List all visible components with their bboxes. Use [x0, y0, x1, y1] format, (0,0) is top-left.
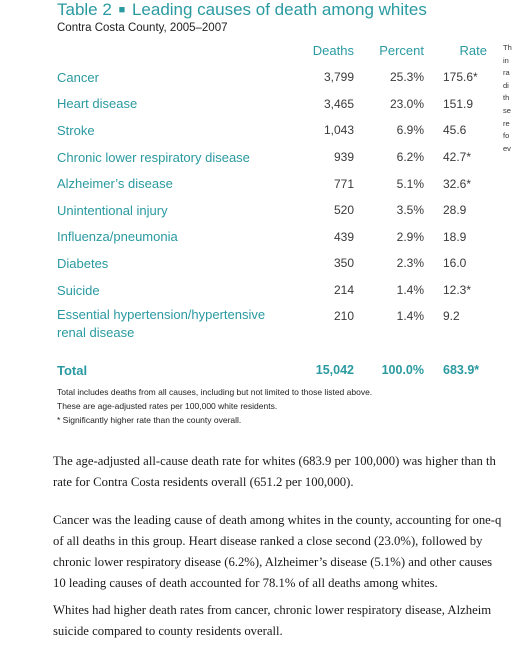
rate-value: 32.6*: [443, 176, 472, 191]
table-header-row: [57, 36, 487, 64]
rate-value: 175.6*: [443, 70, 478, 85]
percent-value: 2.9%: [396, 229, 424, 244]
table-subtitle: Contra Costa County, 2005–2007: [57, 22, 228, 34]
paragraph-line: 10 leading causes of death accounted for 78.1% of all deaths among whites.: [53, 576, 438, 590]
paragraph-line: of all deaths in this group. Heart disease ranked a close second (23.0%), followed by: [53, 534, 483, 548]
percent-value: 5.1%: [396, 176, 424, 191]
header-deaths: Deaths: [312, 42, 354, 58]
cause-name: Heart disease: [57, 96, 138, 112]
table-notes: [57, 385, 372, 427]
percent-value: 6.9%: [396, 123, 424, 138]
deaths-value: 771: [333, 176, 354, 191]
table-number: Table 2: [57, 0, 112, 19]
table-row: [57, 117, 487, 144]
cause-name-line: Essential hypertension/hypertensive: [57, 307, 266, 323]
rate-value: 151.9: [443, 96, 474, 111]
rate-cell: [424, 170, 487, 197]
paragraph-line: rate for Contra Costa residents overall (651.2 per 100,000).: [53, 475, 354, 489]
deaths-value: 520: [333, 203, 354, 218]
cause-name: Alzheimer’s disease: [57, 176, 173, 192]
total-row: [57, 355, 487, 385]
rate-cell: [424, 64, 487, 91]
rate-cell: [424, 91, 487, 118]
deaths-value: 939: [333, 150, 354, 165]
square-bullet-icon: ■: [118, 4, 126, 16]
cause-name: Diabetes: [57, 255, 109, 271]
rate-cell: [424, 250, 487, 277]
percent-value: 2.3%: [396, 256, 424, 271]
total-percent: 100.0%: [381, 363, 424, 378]
paragraph-line: Cancer was the leading cause of death among whites in the county, accounting for one-q: [53, 513, 502, 527]
table-note: Total includes deaths from all causes, including but not limited to those listed above.: [57, 387, 373, 397]
total-rate-cell: [424, 355, 487, 385]
rate-value: 18.9: [443, 229, 467, 244]
percent-value: 1.4%: [396, 283, 424, 298]
side-fragment: se: [503, 105, 511, 115]
side-fragment: fo: [503, 131, 510, 141]
total-deaths: 15,042: [315, 363, 354, 378]
rate-cell: [424, 117, 487, 144]
cause-name: [57, 303, 305, 355]
table-row: [57, 170, 487, 197]
table-row: [57, 224, 487, 251]
side-fragment: ev: [503, 143, 511, 153]
deaths-value: 350: [333, 256, 354, 271]
deaths-value: 1,043: [323, 123, 354, 138]
table-row: [57, 144, 487, 171]
table-row: [57, 64, 487, 91]
paragraph-line: chronic lower respiratory disease (6.2%), Alzheimer’s disease (5.1%) and other causes: [53, 555, 493, 569]
cause-name-line: renal disease: [57, 325, 135, 341]
table-title: [57, 0, 427, 20]
cause-name: Chronic lower respiratory disease: [57, 149, 250, 165]
rate-cell: [424, 303, 487, 355]
deaths-value: 214: [333, 283, 354, 298]
table-row: [57, 197, 487, 224]
paragraph-line: The age-adjusted all-cause death rate for whites (683.9 per 100,000) was higher than th: [53, 454, 496, 468]
rate-value: 16.0: [443, 256, 467, 271]
deaths-value: 210: [333, 309, 354, 324]
percent-value: 23.0%: [389, 96, 424, 111]
total-rate: 683.9*: [443, 363, 480, 378]
table-note: * Significantly higher rate than the county overall.: [57, 415, 242, 425]
rate-value: 42.7*: [443, 150, 472, 165]
table-note: These are age-adjusted rates per 100,000 white residents.: [57, 401, 278, 411]
cause-name: Unintentional injury: [57, 202, 168, 218]
paragraph-line: Whites had higher death rates from cancer, chronic lower respiratory disease, Alzheim: [53, 603, 492, 617]
percent-value: 1.4%: [396, 309, 424, 324]
side-fragment: di: [503, 80, 509, 90]
percent-value: 6.2%: [396, 150, 424, 165]
rate-cell: [424, 144, 487, 171]
rate-value: 12.3*: [443, 283, 472, 298]
side-fragment: Th: [503, 43, 512, 52]
cause-name: Cancer: [57, 69, 99, 85]
side-column-fragments: [503, 42, 512, 155]
deaths-value: 3,465: [323, 96, 354, 111]
paragraph-line: suicide compared to county residents overall.: [53, 624, 283, 638]
table-title-text: Leading causes of death among whites: [131, 0, 427, 19]
table-row: [57, 277, 487, 304]
body-paragraph: [53, 451, 512, 493]
header-cause: [57, 36, 305, 64]
table-row: [57, 91, 487, 118]
percent-value: 25.3%: [389, 70, 424, 85]
rate-value: 28.9: [443, 203, 467, 218]
body-paragraph: [53, 600, 512, 642]
table-row: [57, 303, 487, 355]
rate-value: 45.6: [443, 123, 467, 138]
rate-cell: [424, 197, 487, 224]
cause-name: Suicide: [57, 282, 100, 298]
deaths-value: 439: [333, 229, 354, 244]
cause-name: Stroke: [57, 122, 95, 138]
side-fragment: th: [503, 93, 510, 103]
rate-cell: [424, 277, 487, 304]
table-row: [57, 250, 487, 277]
causes-of-death-table: [57, 36, 487, 385]
side-fragment: ra: [503, 68, 510, 78]
cause-name: Influenza/pneumonia: [57, 229, 178, 245]
header-rate: Rate: [459, 42, 487, 58]
percent-value: 3.5%: [396, 203, 424, 218]
header-percent: Percent: [379, 42, 424, 58]
body-paragraph: [53, 510, 512, 594]
side-fragment: re: [503, 118, 510, 128]
rate-value: 9.2: [443, 309, 460, 324]
deaths-value: 3,799: [323, 70, 354, 85]
side-fragment: in: [503, 55, 509, 65]
rate-cell: [424, 224, 487, 251]
total-label: Total: [57, 362, 88, 378]
